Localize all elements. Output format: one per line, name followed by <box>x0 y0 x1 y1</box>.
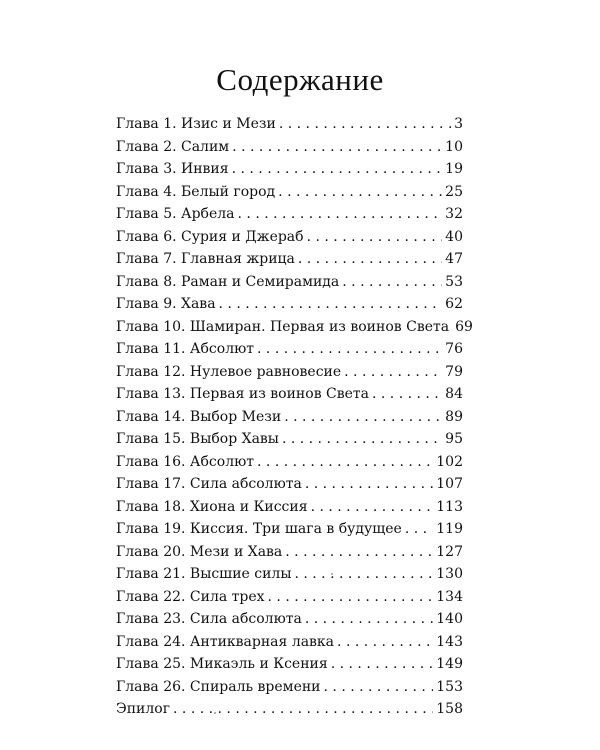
dot-leader <box>282 428 442 451</box>
dot-leader <box>219 293 443 316</box>
dot-leader <box>331 653 434 676</box>
toc-entry-label: Глава 20. Мези и Хава <box>116 543 283 560</box>
toc-entry-page: 79 <box>445 363 463 380</box>
dot-leader <box>257 451 433 474</box>
toc-entry <box>116 271 463 294</box>
toc-entry-page: 158 <box>436 701 463 717</box>
toc-entry <box>116 428 463 451</box>
toc-entry <box>116 586 463 609</box>
toc-entry-page: 102 <box>436 453 463 470</box>
toc-entry <box>116 113 463 136</box>
paper-speck <box>331 573 333 575</box>
dot-leader <box>268 586 434 609</box>
dot-leader <box>285 541 433 564</box>
toc-entry <box>116 361 463 384</box>
toc-entry <box>116 181 463 204</box>
toc-entry-page: 3 <box>454 116 463 132</box>
dot-leader <box>284 406 442 429</box>
toc-entry-label: Глава 25. Микаэль и Ксения <box>116 656 328 672</box>
toc-entry-label: Глава 7. Главная жрица <box>116 251 295 267</box>
dot-leader <box>372 383 442 406</box>
dot-leader <box>311 496 434 519</box>
dot-leader <box>279 113 451 136</box>
toc-entry <box>116 383 463 406</box>
toc-entry <box>116 451 463 474</box>
toc-entry-label: Глава 10. Шамиран. Первая из воинов Света <box>116 318 450 335</box>
dot-leader <box>294 563 433 586</box>
toc-entry <box>116 293 463 316</box>
toc-entry <box>116 496 463 519</box>
toc-entry-label: Глава 5. Арбела <box>116 206 235 222</box>
toc-entry-label: Глава 26. Спираль времени <box>116 678 321 695</box>
toc-entry <box>116 631 463 654</box>
toc-entry <box>116 518 463 541</box>
toc-entry <box>116 338 463 361</box>
toc-entry-page: 143 <box>436 633 463 650</box>
toc-entry-label: Глава 15. Выбор Хавы <box>116 431 279 447</box>
toc-entry-page: 76 <box>445 341 463 357</box>
toc-entry <box>116 203 463 226</box>
toc-entry-label: Глава 4. Белый город <box>116 183 276 200</box>
toc-entry-page: 69 <box>455 318 473 335</box>
page-title: Содержание <box>216 62 384 97</box>
toc-entry-page: 130 <box>436 566 463 582</box>
dot-leader <box>337 631 433 654</box>
dot-leader <box>173 698 433 721</box>
toc-entry-page: 19 <box>445 161 463 177</box>
toc-entry-page: 47 <box>445 251 463 267</box>
toc-entry-label: Глава 24. Антикварная лавка <box>116 633 335 650</box>
toc-entry-page: 113 <box>436 498 463 515</box>
dot-leader <box>305 608 433 631</box>
toc-entry-page: 62 <box>445 296 463 312</box>
toc-entry-label: Глава 18. Хиона и Киссия <box>116 498 308 515</box>
toc-entry-page: 40 <box>445 228 463 245</box>
toc-entry-page: 53 <box>445 273 463 290</box>
toc-entry-label: Глава 13. Первая из воинов Света <box>116 386 369 402</box>
toc-entry <box>116 563 463 586</box>
toc-entry-page: 10 <box>445 138 463 155</box>
toc-entry-label: Глава 23. Сила абсолюта <box>116 611 302 627</box>
toc-entry-label: Глава 3. Инвия <box>116 161 229 177</box>
toc-entry-page: 134 <box>436 588 463 605</box>
dot-leader <box>305 473 433 496</box>
dot-leader <box>278 181 442 204</box>
dot-leader <box>342 271 442 294</box>
toc-entry <box>116 406 463 429</box>
dot-leader <box>232 136 442 159</box>
toc-entry-page: 95 <box>445 431 463 447</box>
toc-entry-page: 84 <box>445 386 463 402</box>
paper-speck <box>214 712 216 714</box>
toc-entry <box>116 698 463 721</box>
toc-entry <box>116 653 463 676</box>
toc-entry-page: 25 <box>445 183 463 200</box>
toc-entry-page: 32 <box>445 206 463 222</box>
toc-entry-page: 119 <box>436 521 463 537</box>
toc-entry <box>116 608 463 631</box>
dot-leader <box>298 248 442 271</box>
dot-leader <box>324 676 434 699</box>
toc-entry <box>116 248 463 271</box>
dot-leader <box>238 203 443 226</box>
toc-entry-label: Глава 16. Абсолют <box>116 453 255 470</box>
dot-leader <box>405 518 433 541</box>
toc-entry <box>116 226 463 249</box>
toc-entry-label: Глава 19. Киссия. Три шага в будущее <box>116 521 402 537</box>
toc-entry-label: Глава 1. Изис и Мези <box>116 116 276 132</box>
toc-entry-label: Глава 2. Салим <box>116 138 230 155</box>
toc-entry <box>116 136 463 159</box>
dot-leader <box>257 338 442 361</box>
toc-entry-label: Глава 8. Раман и Семирамида <box>116 273 340 290</box>
table-of-contents <box>116 113 473 721</box>
toc-entry-label: Эпилог <box>116 701 171 717</box>
toc-entry <box>116 473 463 496</box>
toc-entry-page: 127 <box>436 543 463 560</box>
toc-entry-label: Глава 17. Сила абсолюта <box>116 476 302 492</box>
toc-entry-label: Глава 9. Хава <box>116 296 216 312</box>
toc-entry-label: Глава 12. Нулевое равновесие <box>116 363 342 380</box>
toc-entry-label: Глава 14. Выбор Мези <box>116 408 282 425</box>
dot-leader <box>307 226 443 249</box>
toc-entry <box>116 676 463 699</box>
dot-leader <box>344 361 442 384</box>
toc-entry <box>116 541 463 564</box>
toc-entry-page: 153 <box>436 678 463 695</box>
toc-entry-page: 89 <box>445 408 463 425</box>
toc-entry-page: 107 <box>436 476 463 492</box>
dot-leader <box>232 158 443 181</box>
toc-entry-page: 140 <box>436 611 463 627</box>
toc-entry-label: Глава 11. Абсолют <box>116 341 255 357</box>
toc-entry-page: 149 <box>436 656 463 672</box>
toc-entry-label: Глава 6. Сурия и Джераб <box>116 228 304 245</box>
toc-entry-label: Глава 22. Сила трех <box>116 588 265 605</box>
toc-entry-label: Глава 21. Высшие силы <box>116 566 292 582</box>
toc-entry <box>116 158 463 181</box>
toc-entry <box>116 316 473 339</box>
